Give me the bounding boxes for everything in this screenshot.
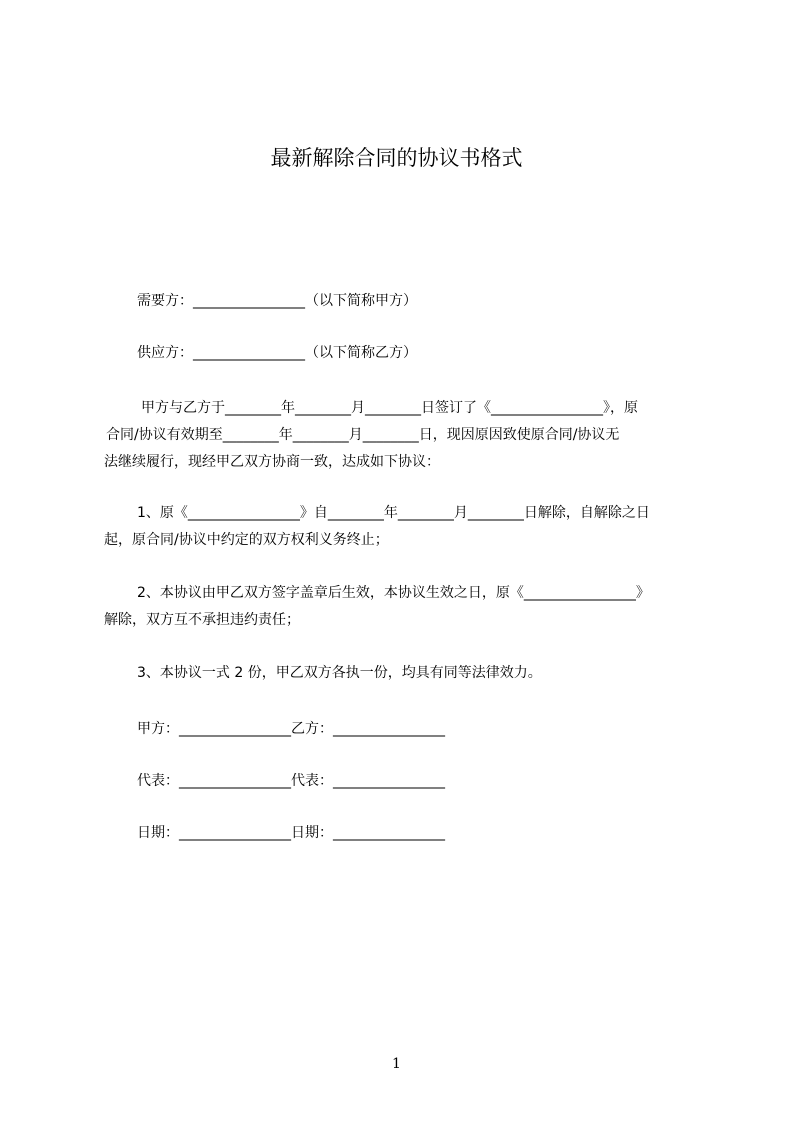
- party-b-line: 供应方：________________（以下简称乙方）: [137, 345, 417, 361]
- intro-line-3: 法继续履行，现经甲乙双方协商一致，达成如下协议：: [104, 454, 440, 470]
- clause-1-line-1: 1、原《________________》自________年________月________日解除，自解除之日: [137, 505, 650, 521]
- clause-1-line-2: 起，原合同/协议中约定的双方权利义务终止；: [104, 532, 389, 548]
- signature-representatives: 代表：________________代表：________________: [137, 773, 445, 789]
- signature-parties: 甲方：________________乙方：________________: [137, 721, 445, 737]
- clause-3: 3、本协议一式 2 份，甲乙双方各执一份，均具有同等法律效力。: [137, 665, 542, 681]
- clause-2-line-1: 2、本协议由甲乙双方签字盖章后生效，本协议生效之日，原《________________》: [137, 585, 650, 601]
- page-number: 1: [392, 1056, 401, 1072]
- intro-line-1: 甲方与乙方于________年________月________日签订了《________________》，原: [141, 400, 638, 416]
- page-title: 最新解除合同的协议书格式: [270, 146, 523, 170]
- clause-2-line-2: 解除，双方互不承担违约责任；: [104, 612, 300, 628]
- intro-line-2: 合同/协议有效期至________年________月________日，现因原因致使原合同/协议无: [106, 427, 620, 443]
- party-a-line: 需要方：________________（以下简称甲方）: [137, 293, 417, 309]
- signature-dates: 日期：________________日期：________________: [137, 825, 445, 841]
